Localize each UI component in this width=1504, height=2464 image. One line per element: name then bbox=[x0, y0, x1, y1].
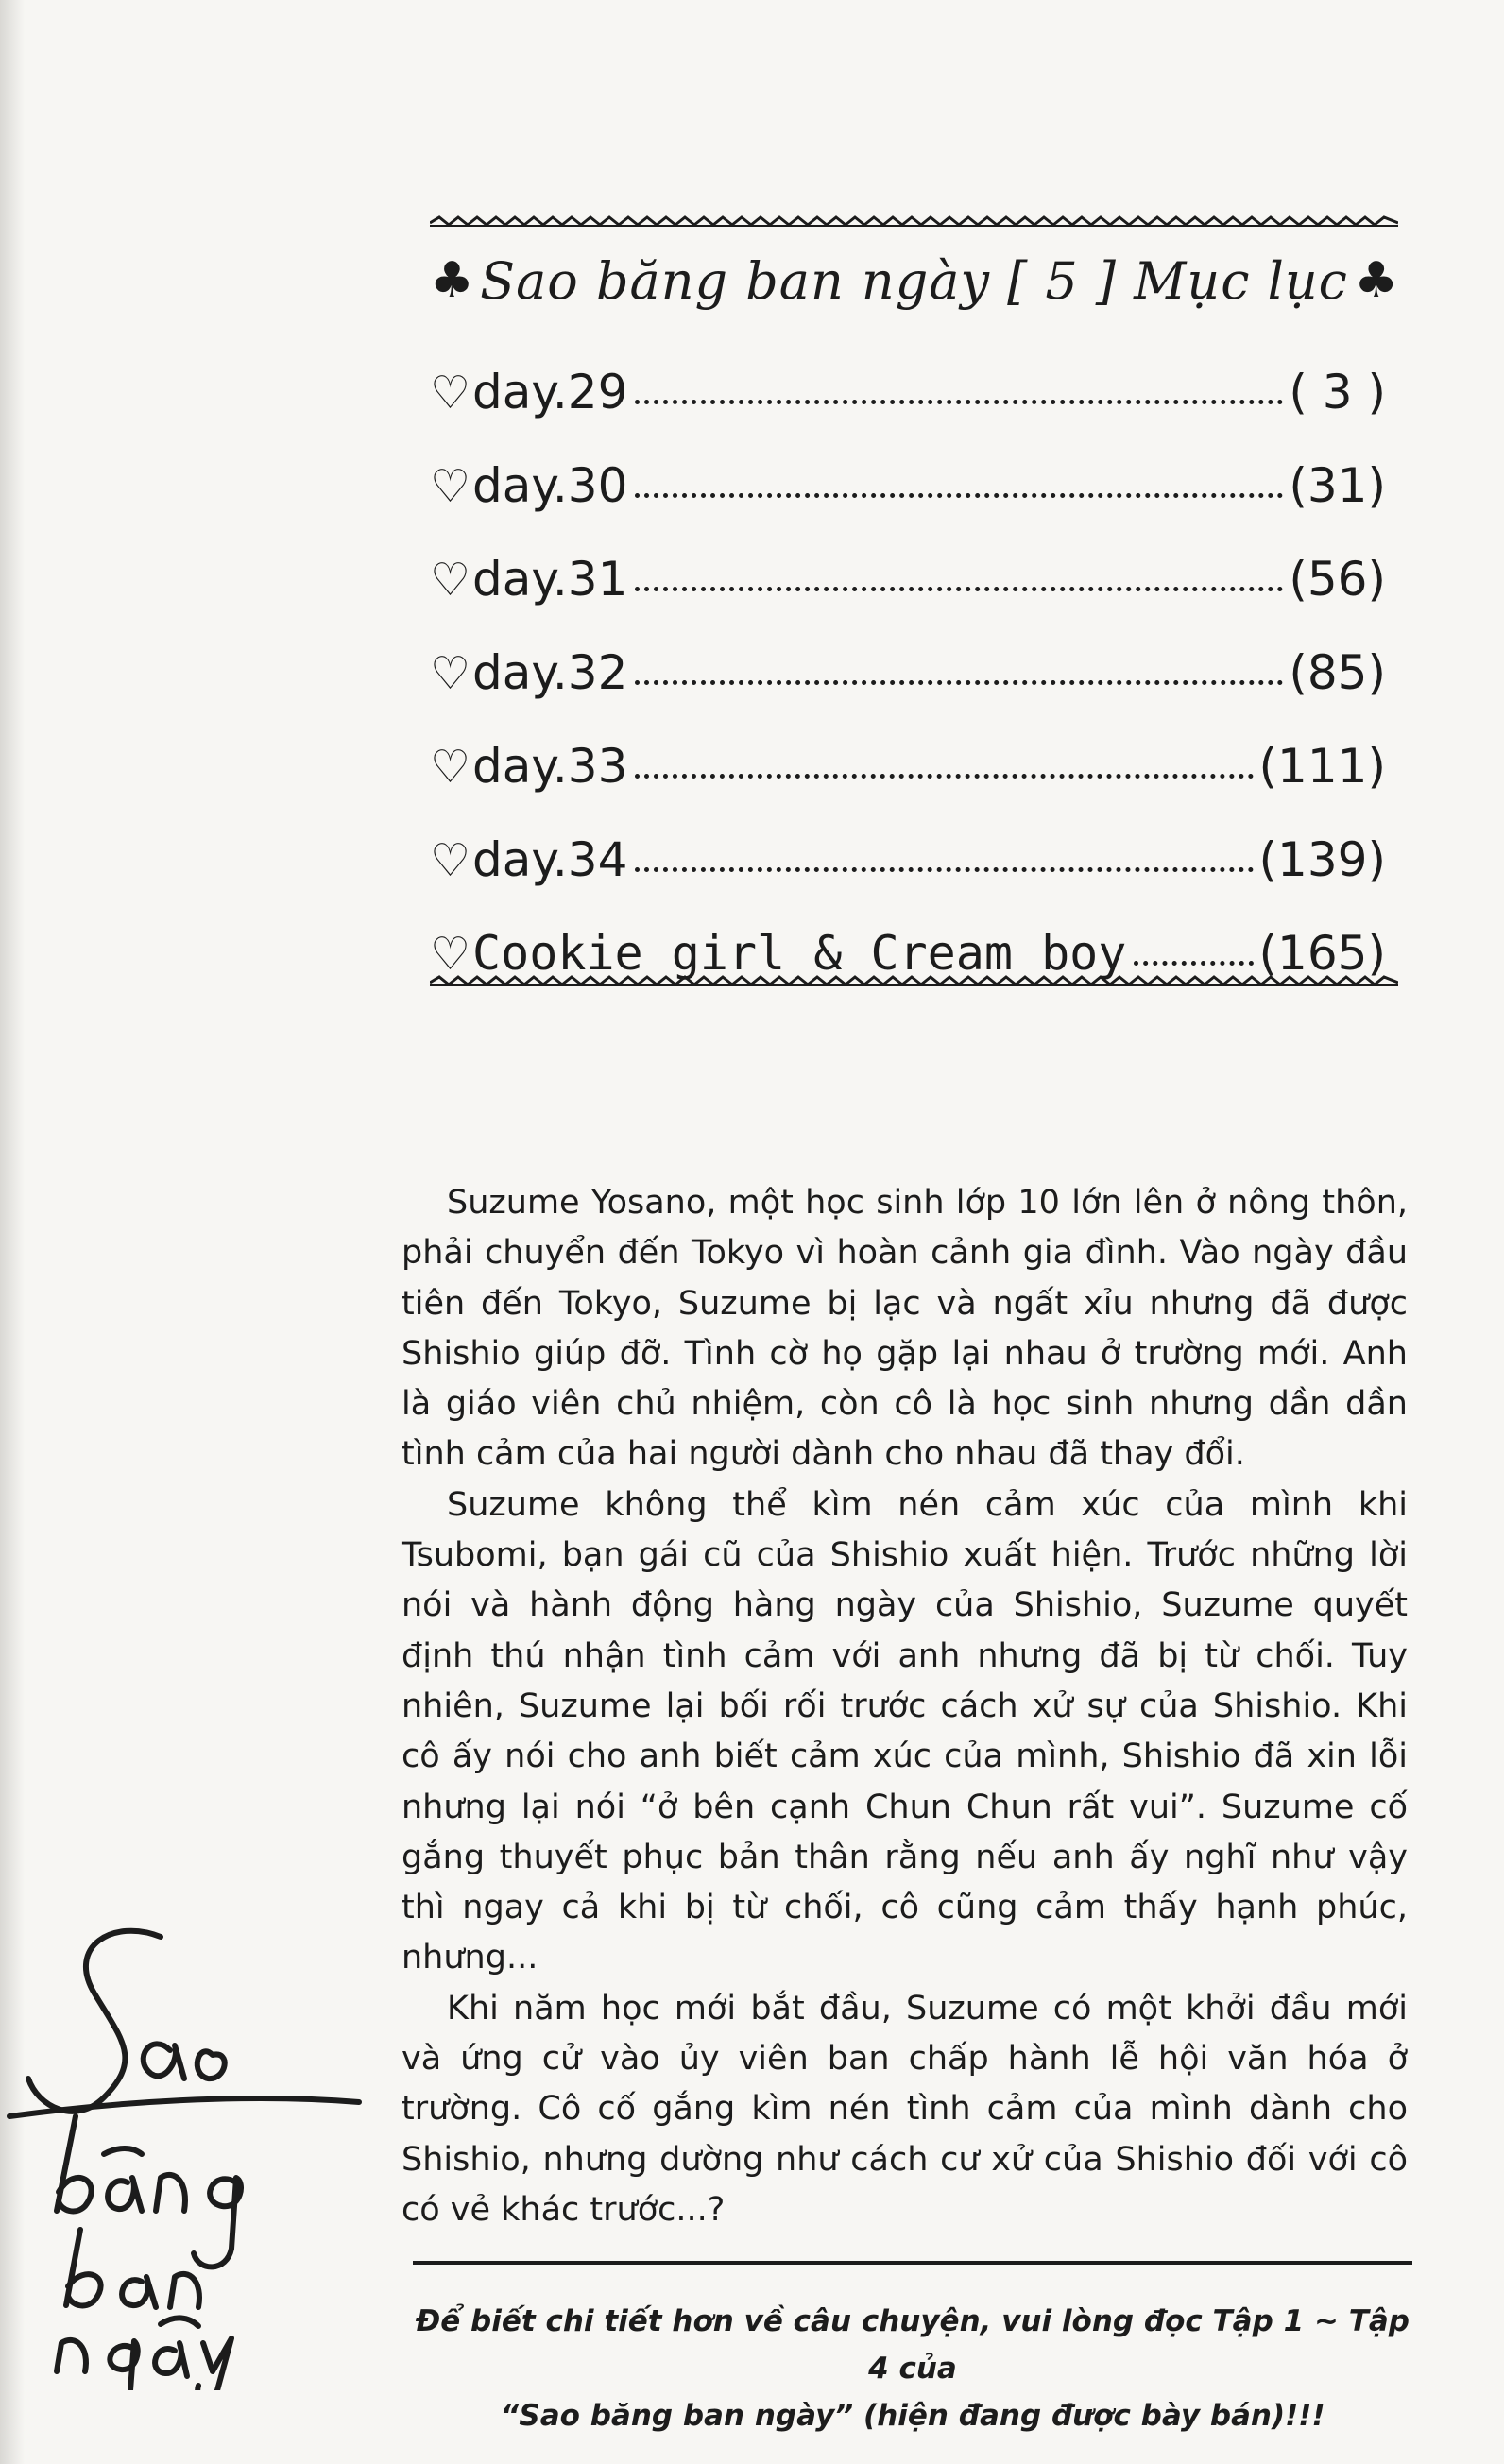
story-summary bbox=[402, 1178, 1408, 2235]
reading-note bbox=[413, 2298, 1412, 2439]
toc-entry[interactable] bbox=[430, 607, 1386, 700]
toc-entry-page: (56) bbox=[1289, 552, 1386, 607]
toc-entry-page: (85) bbox=[1289, 645, 1386, 700]
toc-entry-label: day.29 bbox=[472, 365, 628, 419]
dot-leader bbox=[635, 587, 1283, 591]
heart-icon: ♡ bbox=[430, 928, 471, 981]
dot-leader bbox=[635, 493, 1283, 498]
toc-entry-label: day.32 bbox=[472, 645, 628, 700]
toc-entry-page: (111) bbox=[1258, 739, 1386, 794]
toc-title: Sao băng ban ngày [ 5 ] Mục lục bbox=[480, 250, 1348, 311]
toc-entry-page: (165) bbox=[1258, 926, 1386, 981]
toc-entry[interactable] bbox=[430, 326, 1386, 419]
club-suit-icon: ♣ bbox=[1354, 252, 1398, 309]
toc-entry[interactable] bbox=[430, 513, 1386, 607]
heart-icon: ♡ bbox=[430, 741, 471, 794]
heart-icon: ♡ bbox=[430, 647, 471, 700]
summary-paragraph: Suzume Yosano, một học sinh lớp 10 lớn lên ở nông thôn, phải chuyển đến Tokyo vì hoàn cảnh gia đình. Vào ngày đầu tiên đến Tokyo, Suzume bị lạc và ngất xỉu nhưng đã được Shishio giúp đỡ. Tình cờ họ gặp lại nhau ở trường mới. Anh là giáo viên chủ nhiệm, còn cô là học sinh nhưng dần dần tình cảm của hai người dành cho nhau đã thay đổi. bbox=[402, 1184, 1408, 1474]
dot-leader bbox=[1134, 961, 1253, 966]
summary-paragraph: Khi năm học mới bắt đầu, Suzume có một khởi đầu mới và ứng cử vào ủy viên ban chấp hành lễ hội văn hóa ở trường. Cô cố gắng kìm nén tình cảm của mình dành cho Shishio, nhưng dường như cách cư xử của Shishio đối với cô có vẻ khác trước...? bbox=[402, 1989, 1408, 2229]
toc-entry-label: Cookie girl & Cream boy bbox=[472, 926, 1127, 981]
toc-entry-label: day.31 bbox=[472, 552, 628, 607]
divider-line bbox=[413, 2261, 1412, 2265]
dot-leader bbox=[635, 774, 1253, 779]
toc-entry-page: (31) bbox=[1289, 458, 1386, 513]
bottom-decorative-border bbox=[430, 973, 1398, 988]
heart-icon: ♡ bbox=[430, 367, 471, 419]
top-decorative-border bbox=[430, 214, 1398, 229]
toc-entry[interactable] bbox=[430, 419, 1386, 513]
toc-entry[interactable] bbox=[430, 700, 1386, 794]
toc-entry-page: (139) bbox=[1258, 832, 1386, 887]
toc-title-row bbox=[430, 248, 1398, 314]
handwritten-series-title bbox=[0, 1899, 378, 2390]
heart-icon: ♡ bbox=[430, 834, 471, 887]
dot-leader bbox=[635, 680, 1283, 685]
toc-entry[interactable] bbox=[430, 887, 1386, 981]
dot-leader bbox=[635, 867, 1253, 872]
toc-entry-label: day.33 bbox=[472, 739, 628, 794]
club-suit-icon: ♣ bbox=[430, 252, 474, 309]
heart-icon: ♡ bbox=[430, 554, 471, 607]
reading-note-line: “Sao băng ban ngày” (hiện đang được bày bán)!!! bbox=[500, 2399, 1325, 2433]
table-of-contents bbox=[430, 326, 1386, 981]
toc-entry-label: day.34 bbox=[472, 832, 628, 887]
dot-leader bbox=[635, 400, 1283, 404]
toc-entry[interactable] bbox=[430, 794, 1386, 887]
toc-entry-label: day.30 bbox=[472, 458, 628, 513]
toc-entry-page: ( 3 ) bbox=[1289, 365, 1386, 419]
summary-paragraph: Suzume không thể kìm nén cảm xúc của mình khi Tsubomi, bạn gái cũ của Shishio xuất hiện. Trước những lời nói và hành động hàng ngày của Shishio, Suzume quyết định thú nhận tình cảm với anh nhưng đã bị từ chối. Tuy nhiên, Suzume lại bối rối trước cách xử sự của Shishio. Khi cô ấy nói cho anh biết cảm xúc của mình, Shishio đã xin lỗi nhưng lại nói “ở bên cạnh Chun Chun rất vui”. Suzume cố gắng thuyết phục bản thân rằng nếu anh ấy nghĩ như vậy thì ngay cả khi bị từ chối, cô cũng cảm thấy hạnh phúc, nhưng... bbox=[402, 1485, 1408, 1977]
heart-icon: ♡ bbox=[430, 460, 471, 513]
reading-note-line: Để biết chi tiết hơn về câu chuyện, vui lòng đọc Tập 1 ~ Tập 4 của bbox=[416, 2304, 1410, 2386]
